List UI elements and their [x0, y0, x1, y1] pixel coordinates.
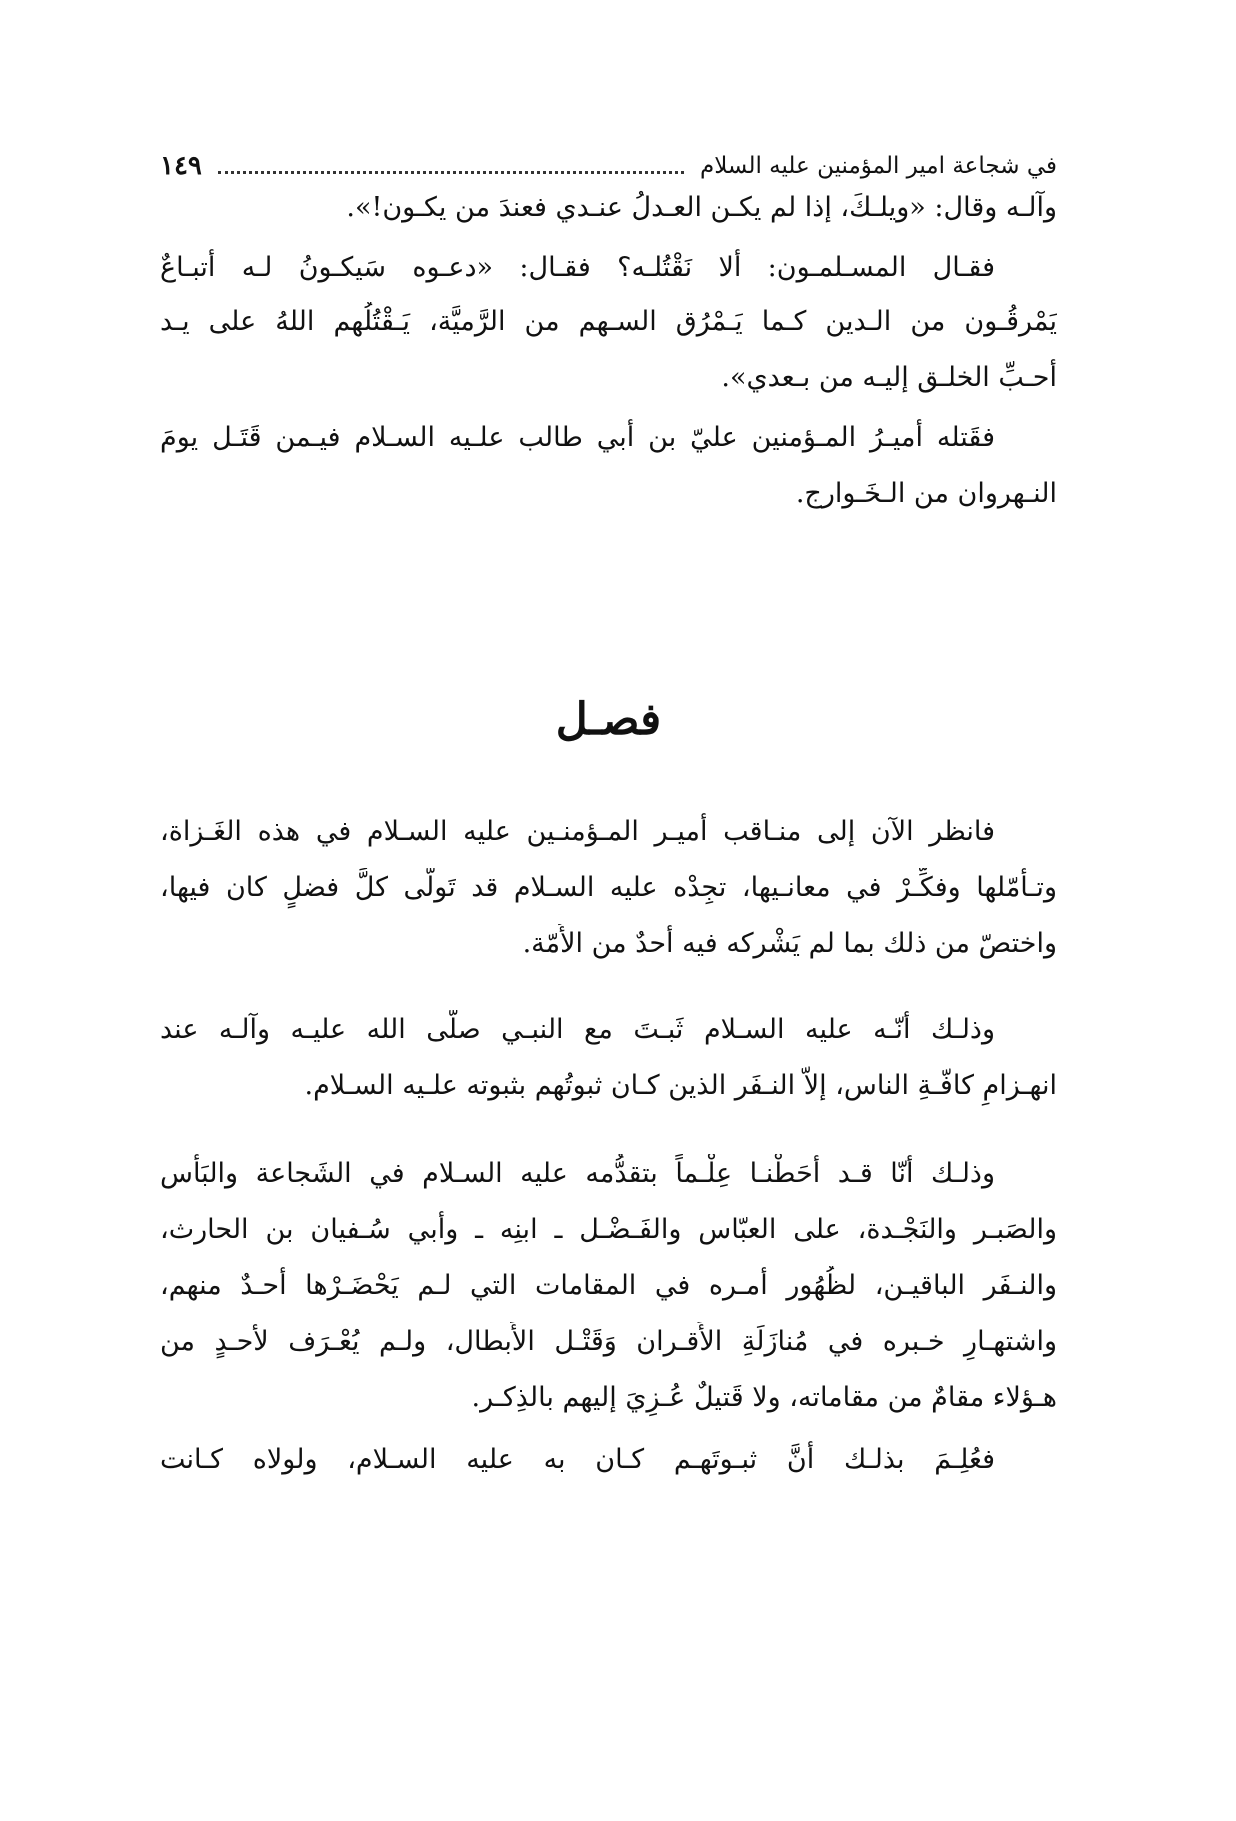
header-title: في شجاعة امير المؤمنين عليه السلام	[699, 153, 1057, 179]
text-line: والصَبـر والنَجْـدة، على العبّاس والفَـضْـل ـ ابنِه ـ وأبي سُـفيان بن الحارث،	[160, 1214, 1057, 1245]
text-line: وذلـك أنّـه عليه السـلام ثَبـتَ مع النبـي صلّى الله عليـه وآلـه عند	[160, 1014, 995, 1045]
text-line: واشتهـارِ خـبره في مُنازَلَةِ الأَقـران وَقَتْـل الأَبطال، ولـم يُعْـرَف لأحـدٍ من	[160, 1326, 1057, 1357]
text-line: وتـأمّلها وفكِّـرْ في معانـيها، تجِدْه عليه السـلام قد تَولّى كلَّ فضلٍ كان فيها،	[160, 872, 1057, 903]
text-line: فانظر الآن إلى منـاقب أميـر المـؤمنـين عليه السـلام في هذه الغَـزاة،	[160, 816, 995, 847]
dot-leader	[218, 171, 684, 174]
text-line: انهـزامِ كافّـةِ الناس، إلاّ النـفَر الذين كـان ثبوتُهم بثبوته علـيه السـلام.	[304, 1070, 1057, 1101]
running-header	[160, 146, 1057, 186]
text-line: فقـال المسـلمـون: ألا نَقْتُلـه؟ فقـال: «دعـوه سَيكـونُ لـه أتبـاعٌ	[160, 252, 995, 283]
text-line: وآلـه وقال: «ويلـكَ، إذا لم يكـن العـدلُ عنـدي فعندَ من يكـون!».	[346, 192, 1057, 223]
text-line: فعُلِـمَ بذلـك أنَّ ثبـوتَهـم كـان به عليه السـلام، ولولاه كـانت	[160, 1444, 995, 1475]
text-line: والنـفَر الباقيـن، لظُهُور أمـره في المقامات التي لـم يَحْضَـرْها أحـدٌ منهم،	[160, 1270, 1057, 1301]
section-title: فصـل	[555, 694, 662, 745]
text-line: أحـبِّ الخلـق إليـه من بـعدي».	[721, 362, 1057, 393]
text-line: واختصّ من ذلك بما لم يَشْركه فيه أحدٌ من الأُمّة.	[522, 928, 1057, 959]
text-line: هـؤلاء مقامٌ من مقاماته، ولا قَتيلٌ عُـزِيَ إليهم بالذِكـر.	[471, 1382, 1057, 1413]
text-line: فقَتله أميـرُ المـؤمنين عليّ بن أبي طالب علـيه السـلام فيـمن قَتَـل يومَ	[160, 422, 995, 453]
text-line: يَمْرقُـون من الـدين كـما يَـمْرُق السـهم من الرَّميَّة، يَـقْتُلُهم اللهُ على يـد	[160, 306, 1057, 337]
text-line: وذلـك أنّا قـد أحَطْنـا عِلْـماً بتقدُّمه عليه السـلام في الشَجاعة والبَأْس	[160, 1158, 995, 1189]
page-number: ١٤٩	[160, 151, 202, 181]
text-line: النـهروان من الـخَـوارج.	[795, 478, 1057, 509]
